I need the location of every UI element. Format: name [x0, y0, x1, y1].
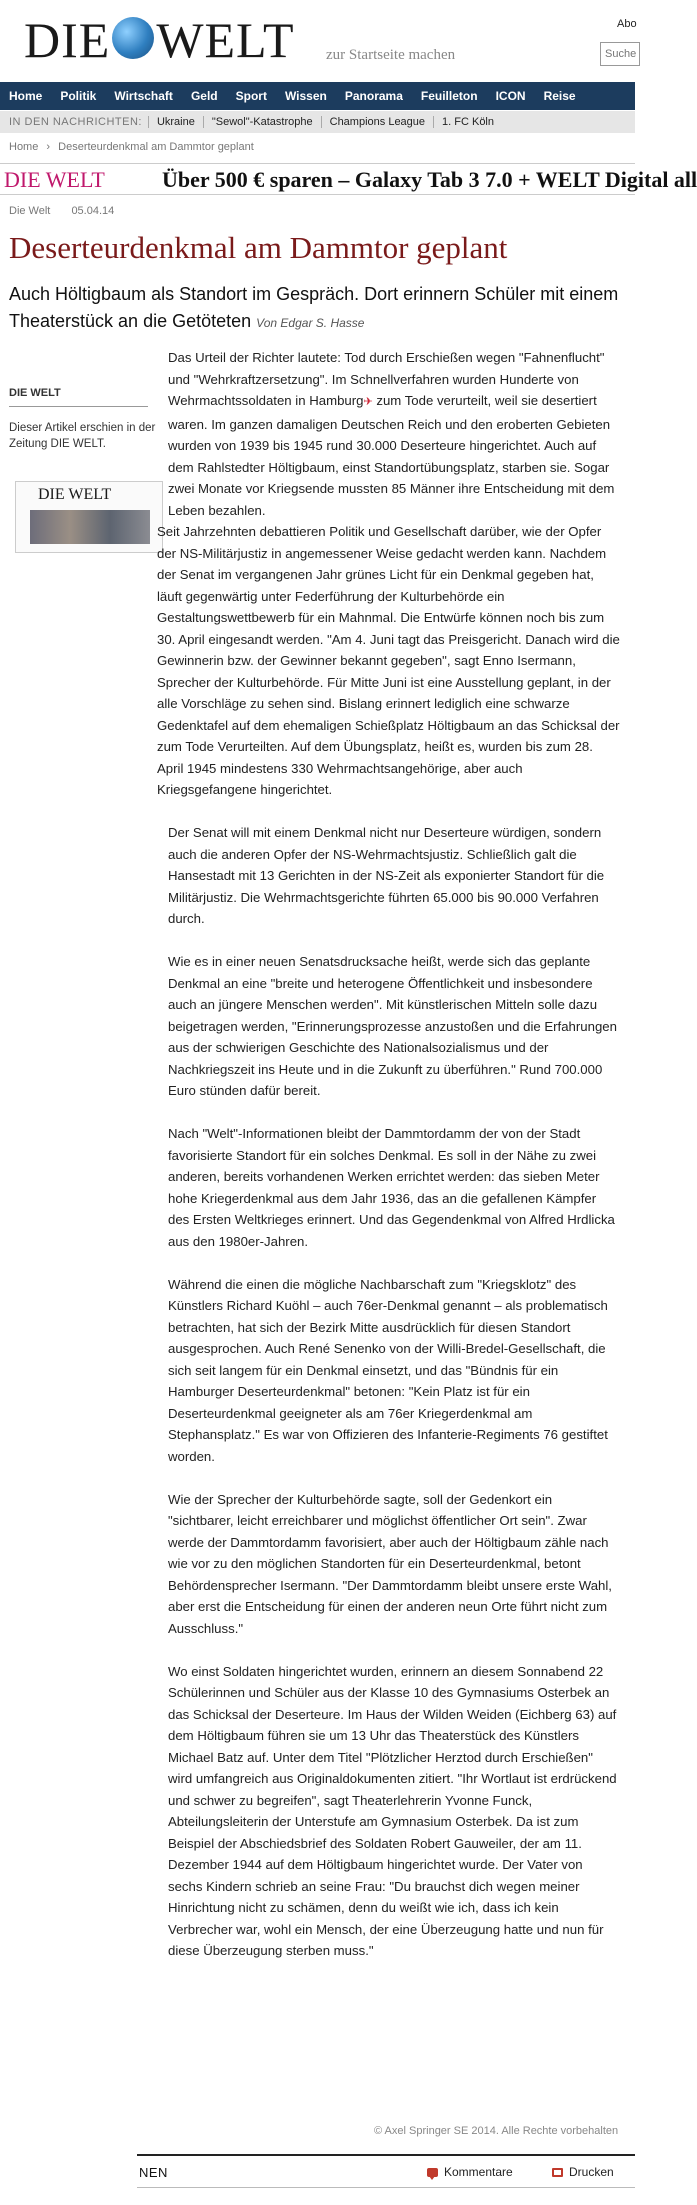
sidebar-heading: DIE WELT — [9, 387, 148, 407]
comments-label: Kommentare — [444, 2165, 513, 2179]
nav-item-wissen[interactable]: Wissen — [284, 89, 327, 103]
paragraph-text: zum Tode verurteilt, weil sie desertiert waren. Im ganzen damaligen Deutschen Reich und den eroberten Gebieten wurden von 1939 bis 1945 rund 30.000 Deserteure hingerichtet. Auch auf dem Rahlstedter Höltigbaum, einst Standortübungsplatz, starben sie. Sogar zwei Monate vor Kriegsende mussten 85 Männer ihre Entscheidung mit dem Leben bezahlen. — [168, 393, 615, 518]
article-date: 05.04.14 — [71, 205, 115, 217]
print-icon — [552, 2168, 563, 2177]
print-label: Drucken — [569, 2165, 614, 2179]
article-paragraph: Wie der Sprecher der Kulturbehörde sagte, soll der Gedenkort ein "sichtbarer, leicht erreichbarer und möglichst öffentlicher Ort sein". Zwar werde der Dammtordamm favorisiert, aber auch der Höltigbaum zähle nach wie vor zu den möglichen Standorten für ein Deserteurdenkmal, betont Behördensprecher Isermann. "Der Dammtordamm bleibt unsere erste Wahl, aber erst die Entscheidung für einen der anderen neun Orte führt nicht zum Ausschluss." — [168, 1491, 612, 1636]
newspaper-thumbnail[interactable] — [15, 481, 163, 553]
article-paragraph: Seit Jahrzehnten debattieren Politik und Gesellschaft darüber, wie der Opfer der NS-Militärjustiz in angemessener Weise gedacht werden kann. Nachdem der Senat im vergangenen Jahr grünes Licht für ein Denkmal gegeben hat, läuft gegenwärtig unter Federführung der Kulturbehörde ein Gestaltungswettbewerb für ein Mahnmal. Die Entwürfe können noch bis zum 30. April eingesandt werden. "Am 4. Juni tagt das Preisgericht. Danach wird die Gewinnerin bzw. der Gewinner bekannt gegeben", sagt Enno Isermann, Sprecher der Kulturbehörde. Für Mitte Juni ist eine Ausstellung geplant, in der alle Vorschläge zu sehen sind. Bislang erinnert lediglich eine schwarze Gedenktafel auf dem ehemaligen Schießplatz Höltigbaum an das Schicksal der zum Tode Verurteilten. Auf dem Übungsplatz, heißt es, wurden bis zum 28. April 1945 mindestens 330 Wehrmachtsangehörige, aber auch Kriegsgefangene hingerichtet. — [157, 524, 620, 797]
print-button[interactable] — [552, 2165, 614, 2179]
nav-item-reise[interactable]: Reise — [543, 89, 576, 103]
main-navigation — [0, 82, 635, 110]
article-meta — [9, 205, 114, 217]
nav-item-politik[interactable]: Politik — [60, 89, 97, 103]
thumbnail-logo: DIE WELT — [38, 486, 112, 503]
news-item-ukraine[interactable]: Ukraine — [148, 116, 203, 128]
comment-icon — [427, 2168, 438, 2177]
news-ticker-bar — [0, 111, 635, 133]
site-logo[interactable] — [24, 10, 295, 70]
article-intro — [9, 281, 619, 337]
nav-item-sport[interactable]: Sport — [235, 89, 267, 103]
chevron-right-icon: › — [46, 141, 51, 153]
ad-banner[interactable] — [0, 163, 697, 195]
nav-item-geld[interactable]: Geld — [190, 89, 218, 103]
breadcrumb — [9, 141, 254, 153]
sidebar-text: Dieser Artikel erschien in der Zeitung DIE WELT. — [9, 422, 156, 450]
intro-text: Auch Höltigbaum als Standort im Gespräch. Dort erinnern Schüler mit einem Theaterstück an die Getöteten — [9, 284, 619, 331]
news-item-champions-league[interactable]: Champions League — [321, 116, 433, 128]
nav-item-home[interactable]: Home — [9, 89, 43, 103]
article-tools-bar — [137, 2154, 635, 2188]
article-paragraph — [168, 347, 620, 521]
article-paragraph: Während die einen die mögliche Nachbarschaft zum "Kriegsklotz" des Künstlers Richard Kuöhl – auch 76er-Denkmal genannt – als problematisch betrachten, hat sich der Bezirk Mitte ausdrücklich für diesen Standort ausgesprochen. Auch René Senenko von der Willi-Bredel-Gesellschaft, die sich seit langem für ein Denkmal einsetzt, und das "Bündnis für ein Hamburger Deserteurdenkmal" betonen: "Kein Platz ist für ein Deserteurdenkmal geeigneter als am 76er Kriegerdenkmal am Stephansplatz." Es war von Offizieren des Infanterie-Regiments 76 gestiftet worden. — [168, 1276, 608, 1464]
article-paragraph: Wie es in einer neuen Senatsdrucksache heißt, werde sich das geplante Denkmal an eine "breite und heterogene Öffentlichkeit und insbesondere auch an jüngere Menschen werden". Mit künstlerischen Mitteln solle dazu beigetragen werden, "Erinnerungsprozesse anzustoßen und die Erfahrungen aus der schwierigen Geschichte des Nationalsozialismus und der Nachkriegszeit ins Heute und in die Zukunft zu überführen." Rund 700.000 Euro stünden dafür bereit. — [168, 954, 617, 1098]
copyright-notice: © Axel Springer SE 2014. Alle Rechte vorbehalten — [374, 2125, 619, 2137]
logo-text-left: DIE — [24, 12, 111, 68]
ad-text: Über 500 € sparen – Galaxy Tab 3 7.0 + WELT Digital all — [162, 167, 697, 192]
nav-item-feuilleton[interactable]: Feuilleton — [420, 89, 478, 103]
tools-label: NEN — [139, 2165, 168, 2180]
search-input[interactable] — [600, 42, 640, 66]
article-paragraph: Der Senat will mit einem Denkmal nicht nur Deserteure würdigen, sondern auch die anderen Opfer der NS-Wehrmachtsjustiz. Schließlich galt die Hansestadt mit 13 Gerichten in der NS-Zeit als exponierter Standort für die Militärjustiz. Die Wehrmachtsgerichte führten 65.000 bis 90.000 Verfahren durch. — [168, 825, 605, 926]
article-paragraph: Wo einst Soldaten hingerichtet wurden, erinnern an diesem Sonnabend 22 Schülerinnen und Schüler aus der Klasse 10 des Gymnasiums Osterbek an das Schicksal der Deserteure. Im Haus der Wilden Weiden (Eichberg 63) auf dem Höltigbaum führen sie um 13 Uhr das Theaterstück des Künstlers Michael Batz auf. Unter dem Titel "Plötzlicher Herztod durch Erschießen" wird umfangreich aus Originaldokumenten zitiert. "Ihr Wortlaut ist erdrückend und schwer zu begreifen", sagt Theaterlehrerin Yvonne Funck, Abteilungsleiterin der Unterstufe am Gymnasium Osterbek. Da ist zum Beispiel der Abschiedsbrief des Soldaten Robert Gauweiler, der am 11. Dezember 1944 auf dem Höltigbaum hingerichtet wurde. Der Vater von sechs Kindern schrieb an seine Frau: "Du brauchst dich wegen meiner Hinrichtung nicht zu schämen, denn du weißt wie ich, dass ich kein Verbrecher war, wohl ein Mensch, der eine Überzeugung hatte und nun für diese Überzeugung sterben muss." — [168, 1663, 617, 1958]
ad-logo — [4, 167, 105, 193]
hamburg-link[interactable]: Hamburg — [309, 393, 364, 408]
plane-icon: ✈ — [363, 396, 373, 408]
nav-item-wirtschaft[interactable]: Wirtschaft — [114, 89, 173, 103]
logo-text-right: WELT — [156, 12, 295, 68]
ad-logo-text: DIE WELT — [4, 167, 105, 192]
nav-item-panorama[interactable]: Panorama — [344, 89, 403, 103]
breadcrumb-home[interactable]: Home — [9, 141, 39, 153]
news-item-fc-koeln[interactable]: 1. FC Köln — [433, 116, 502, 128]
globe-icon — [112, 17, 154, 59]
article-author[interactable]: Von Edgar S. Hasse — [256, 316, 365, 330]
article-source: Die Welt — [9, 205, 51, 217]
news-label: IN DEN NACHRICHTEN: — [9, 116, 142, 128]
startpage-link[interactable]: zur Startseite machen — [326, 47, 456, 63]
article-body — [157, 347, 620, 1962]
comments-button[interactable] — [427, 2165, 513, 2179]
article-headline: Deserteurdenkmal am Dammtor geplant — [9, 230, 508, 265]
abo-link[interactable]: Abo — [617, 18, 637, 30]
news-item-sewol[interactable]: "Sewol"-Katastrophe — [203, 116, 321, 128]
paragraph-text: Das Urteil der Richter lautete: Tod durch Erschießen wegen "Fahnenflucht" und "Wehrkraftzersetzung". Im Schnellverfahren wurden Hunderte von Wehrmachtssoldaten in — [168, 350, 605, 408]
thumbnail-photo — [30, 510, 150, 544]
article-paragraph: Nach "Welt"-Informationen bleibt der Dammtordamm der von der Stadt favorisierte Standort für ein solches Denkmal. Es soll in der Nähe zu zwei anderen, bereits vorhandenen Werken errichtet werden: das sieben Meter hohe Kriegerdenkmal aus dem Jahr 1936, das an die gefallenen Kämpfer des Ersten Weltkrieges erinnert. Und das Gegendenkmal von Alfred Hrdlicka aus den 1980er-Jahren. — [168, 1126, 615, 1249]
breadcrumb-current: Deserteurdenkmal am Dammtor geplant — [58, 141, 254, 153]
nav-item-icon[interactable]: ICON — [495, 89, 526, 103]
